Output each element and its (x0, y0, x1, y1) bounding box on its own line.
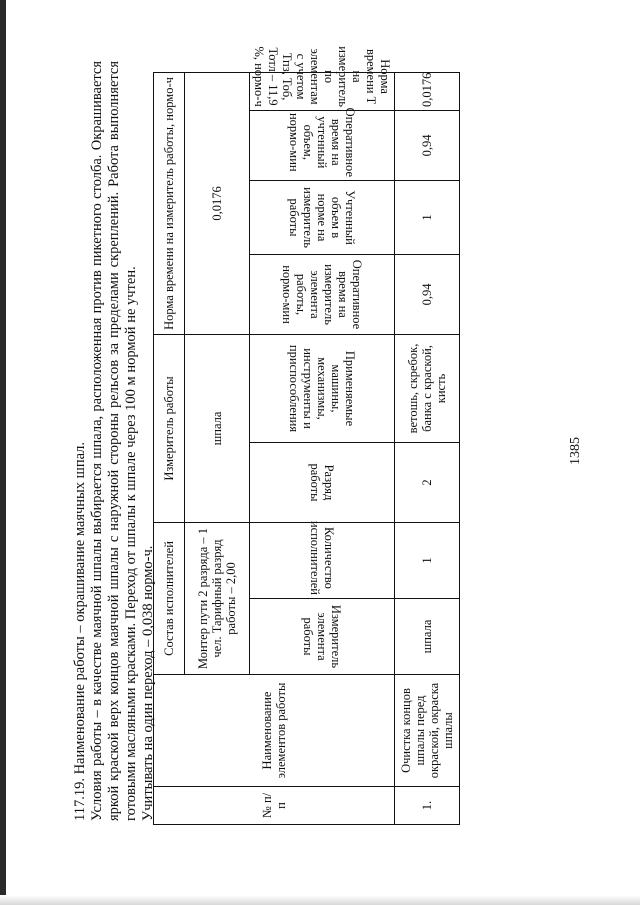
header-grade: Разряд работы (250, 442, 395, 522)
header-crew: Состав исполнителей (154, 522, 185, 674)
page-number: 1385 (568, 437, 583, 465)
header-norm-t: Норма времени Т на измеритель по элементам с учетом Тпз, Тоб, Тотл – 11,9 %, нормо-ч (250, 72, 395, 110)
row-op-time-elem: 0,94 (395, 254, 460, 334)
header-op-time-volume: Оперативное время на учтенный объем, нормо-мин (250, 110, 395, 180)
table-row (395, 72, 460, 824)
row-num: 1. (395, 787, 460, 825)
norm-value: 0,0176 (185, 72, 250, 334)
header-performers-count: Количество исполнителей (250, 522, 395, 598)
row-op-time-volume: 0,94 (395, 110, 460, 180)
norm-table (153, 46, 460, 825)
header-elem-meter: Измеритель элемента работы (250, 599, 395, 675)
header-work-meter: Измеритель работы (154, 334, 185, 522)
header-norm-group: Норма времени на измеритель работы, нормо-ч (154, 72, 185, 334)
header-machines: Применяемые машины, механизмы, инструменты и приспособления (250, 334, 395, 442)
work-meter-value: шпала (185, 334, 250, 522)
work-description (72, 61, 157, 821)
row-norm-t: 0,0176 (395, 72, 460, 110)
header-num: № п/п (154, 787, 395, 825)
transition-note: Учитывать на один переход – 0,038 нормо-ч. (140, 545, 156, 821)
work-heading: 117.19. Наименование работы – окрашивание маячных шпал. (72, 441, 88, 821)
row-counted-volume: 1 (395, 180, 460, 254)
header-elements: Наименование элементов работы (154, 675, 395, 787)
header-counted-volume: Учтенный объем в норме на измеритель работы (250, 180, 395, 254)
row-element: Очистка концов шпалы перед окраской, окраска шпалы (395, 675, 460, 787)
work-conditions: Условия работы – в качестве маячной шпалы выбирается шпала, расположенная против пикетного столба. Окрашивается яркой краской верх концов маячной шпалы с наружной стороны рельсов за пределами скреплений. Работа выполняется готовыми масляными красками. Переход от шпалы к шпале через 100 м нормой не учтен. (89, 61, 139, 821)
row-grade: 2 (395, 442, 460, 522)
crew-value: Монтер пути 2 разряда – 1 чел. Тарифный разряд работы – 2,00 (185, 522, 250, 674)
row-machines: ветошь, скребок, банка с краской, кисть (395, 334, 460, 442)
header-op-time-elem: Оперативное время на измеритель элемента работы, нормо-мин (250, 254, 395, 334)
row-performers: 1 (395, 522, 460, 598)
row-elem-meter: шпала (395, 599, 460, 675)
